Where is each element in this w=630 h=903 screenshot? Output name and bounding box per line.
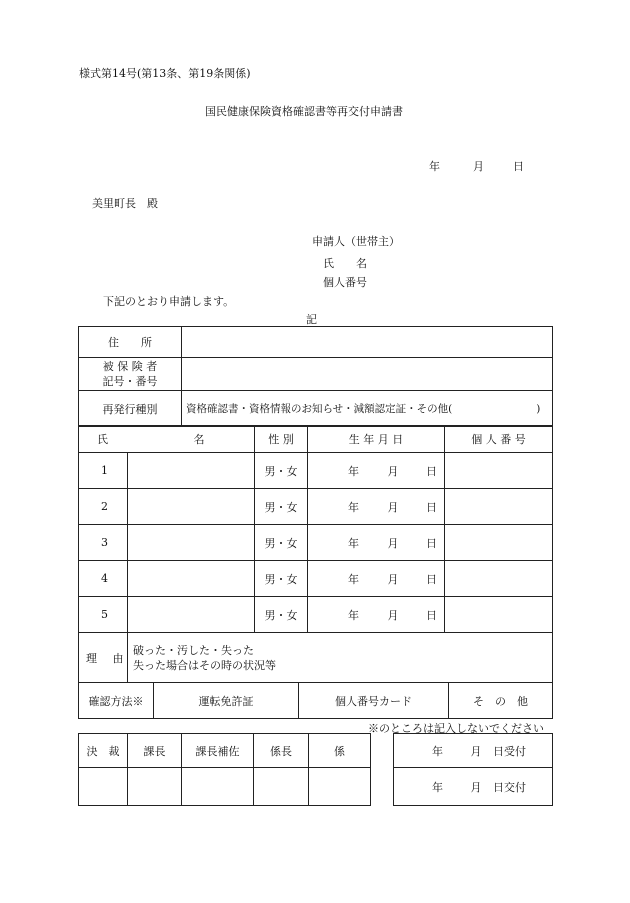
confirm-option-other[interactable]: そ の 他	[449, 683, 553, 719]
row-personal-number-field[interactable]	[445, 597, 553, 633]
issued-year: 年	[432, 780, 443, 794]
birth-month: 月	[387, 572, 399, 586]
header-name-second: 名	[193, 433, 205, 446]
row-sex-option[interactable]: 男・女	[255, 561, 308, 597]
birth-month: 月	[387, 536, 399, 550]
reason-table	[78, 632, 553, 683]
confirm-method-label: 確認方法※	[79, 683, 154, 719]
row-sex-option[interactable]: 男・女	[255, 525, 308, 561]
office-use-note: ※のところは記入しないでください	[368, 722, 544, 735]
confirm-option-my-number-card[interactable]: 個人番号カード	[299, 683, 449, 719]
table-row	[79, 489, 553, 525]
reason-field[interactable]	[128, 633, 553, 683]
table-row	[79, 597, 553, 633]
receipt-received-row	[394, 734, 553, 768]
birth-year: 年	[348, 536, 359, 550]
approval-header-decision: 決 裁	[79, 734, 128, 768]
addressee: 美里町長 殿	[92, 197, 158, 210]
row-personal-number-field[interactable]	[445, 453, 553, 489]
row-name-field[interactable]	[128, 561, 255, 597]
row-sex-option[interactable]: 男・女	[255, 489, 308, 525]
birth-month: 月	[387, 500, 399, 514]
approval-header-deputy-chief: 課長補佐	[182, 734, 254, 768]
header-name-first: 氏	[97, 433, 108, 446]
header-personal-number: 個 人 番 号	[445, 426, 553, 453]
approval-stamp-subsection-chief	[254, 768, 309, 806]
row-sex-option[interactable]: 男・女	[255, 453, 308, 489]
date-month-label: 月	[473, 160, 484, 173]
receipt-issued-row	[394, 768, 553, 806]
approval-stamp-staff	[309, 768, 371, 806]
row-number: 3	[79, 525, 128, 561]
ki-label: 記	[306, 313, 317, 326]
row-birth-field[interactable]	[308, 489, 445, 525]
approval-stamp-deputy-chief	[182, 768, 254, 806]
approval-header-subsection-chief: 係長	[254, 734, 309, 768]
approval-stamp-section-chief	[128, 768, 182, 806]
address-field[interactable]	[182, 327, 553, 358]
birth-day: 日	[426, 464, 437, 478]
date-day-label: 日	[513, 160, 524, 173]
insured-label	[79, 358, 182, 391]
reason-options[interactable]: 破った・汚した・失った	[133, 643, 254, 657]
row-number: 4	[79, 561, 128, 597]
date-year-label: 年	[429, 160, 440, 173]
row-birth-field[interactable]	[308, 597, 445, 633]
row-personal-number-field[interactable]	[445, 525, 553, 561]
header-birth: 生 年 月 日	[308, 426, 445, 453]
row-personal-number-field[interactable]	[445, 489, 553, 525]
applicant-label: 申請人（世帯主）	[312, 235, 400, 248]
applicant-personal-number-label: 個人番号	[323, 276, 367, 289]
issued-month: 月	[470, 780, 482, 794]
person-table	[78, 425, 553, 633]
birth-day: 日	[426, 500, 437, 514]
row-sex-option[interactable]: 男・女	[255, 597, 308, 633]
table-row	[79, 453, 553, 489]
birth-day: 日	[426, 608, 437, 622]
row-name-field[interactable]	[128, 597, 255, 633]
received-month: 月	[470, 744, 482, 758]
header-sex: 性 別	[255, 426, 308, 453]
insured-label-line1: 被 保 険 者	[102, 360, 158, 373]
row-birth-field[interactable]	[308, 453, 445, 489]
birth-year: 年	[348, 572, 359, 586]
birth-month: 月	[387, 608, 399, 622]
upper-table	[78, 326, 553, 427]
row-number: 1	[79, 453, 128, 489]
reason-circumstances-label: 失った場合はその時の状況等	[133, 658, 276, 672]
birth-year: 年	[348, 608, 359, 622]
form-number: 様式第14号(第13条、第19条関係)	[79, 67, 251, 80]
birth-month: 月	[387, 464, 399, 478]
row-name-field[interactable]	[128, 453, 255, 489]
row-name-field[interactable]	[128, 489, 255, 525]
header-name	[79, 426, 255, 453]
received-year: 年	[432, 744, 443, 758]
request-text: 下記のとおり申請します。	[103, 295, 235, 308]
reason-label-first: 理	[86, 651, 97, 665]
row-personal-number-field[interactable]	[445, 561, 553, 597]
applicant-name-label: 氏 名	[323, 257, 367, 270]
confirm-table	[78, 682, 553, 719]
approval-header-section-chief: 課長	[128, 734, 182, 768]
row-number: 2	[79, 489, 128, 525]
address-label: 住 所	[79, 327, 182, 358]
approval-table	[78, 733, 371, 806]
birth-day: 日	[426, 536, 437, 550]
table-row	[79, 525, 553, 561]
reason-label	[79, 633, 128, 683]
reissue-type-options[interactable]: 資格確認書・資格情報のお知らせ・減額認定証・その他( )	[182, 391, 553, 427]
document-title: 国民健康保険資格確認書等再交付申請書	[205, 105, 403, 118]
row-birth-field[interactable]	[308, 525, 445, 561]
approval-stamp-decision	[79, 768, 128, 806]
row-number: 5	[79, 597, 128, 633]
issued-day-label: 日交付	[493, 780, 526, 794]
confirm-option-drivers-license[interactable]: 運転免許証	[154, 683, 299, 719]
birth-year: 年	[348, 500, 359, 514]
row-birth-field[interactable]	[308, 561, 445, 597]
row-name-field[interactable]	[128, 525, 255, 561]
insured-label-line2: 記号・番号	[102, 375, 158, 388]
reissue-type-label: 再発行種別	[79, 391, 182, 427]
insured-number-field[interactable]	[182, 358, 553, 391]
reason-label-second: 由	[112, 651, 124, 665]
receipt-table	[393, 733, 553, 806]
approval-header-staff: 係	[309, 734, 371, 768]
received-day-label: 日受付	[493, 744, 526, 758]
table-row	[79, 561, 553, 597]
birth-year: 年	[348, 464, 359, 478]
birth-day: 日	[426, 572, 437, 586]
